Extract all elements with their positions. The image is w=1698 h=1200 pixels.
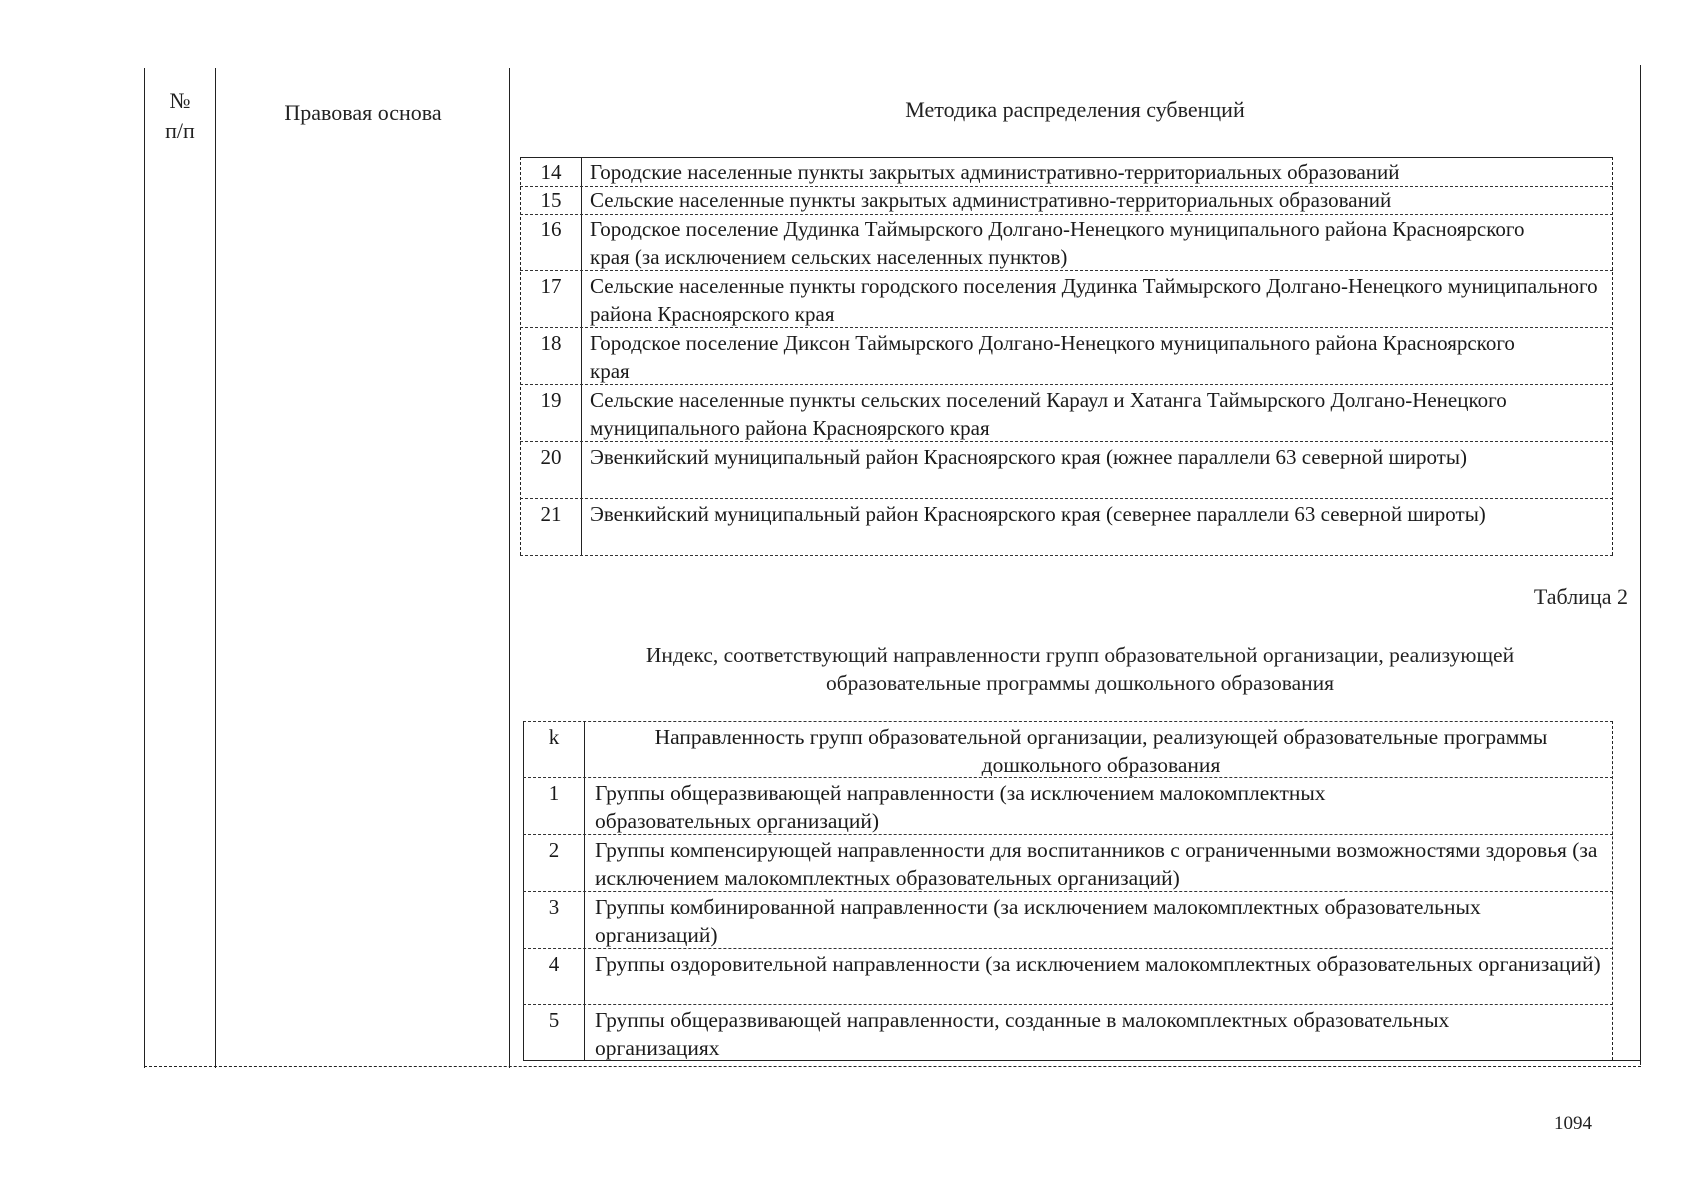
- table2-title: Индекс, соответствующий направленности групп образовательной организации, реализующей образовательные программы дошкольного образования: [645, 643, 1515, 695]
- table1-row-text: Сельские населенные пункты сельских поселений Караул и Хатанга Таймырского Долгано-Ненецкого муниципального района Красноярского края: [590, 388, 1507, 440]
- frame-col2-divider: [509, 68, 510, 1068]
- frame-bottom-border: [144, 1066, 1641, 1067]
- table2-row-text: Группы общеразвивающей направленности (за исключением малокомплектных образовательных организаций): [595, 781, 1326, 833]
- table1-row-num: 14: [540, 160, 562, 184]
- table2-row-num: 2: [548, 838, 560, 862]
- table2-header-k: k: [548, 725, 560, 749]
- table1-row-text: Сельские населенные пункты городского поселения Дудинка Таймырского Долгано-Ненецкого муниципального района Красноярского края: [590, 274, 1598, 326]
- header-methodology: Методика распределения субвенций: [905, 97, 1245, 122]
- table1-row-num: 15: [540, 188, 562, 212]
- table2-row-text: Группы комбинированной направленности (за исключением малокомплектных образовательных организаций): [595, 895, 1481, 947]
- table1-row-num: 21: [540, 502, 562, 526]
- table1-row-num: 18: [540, 331, 562, 355]
- table2-row-text: Группы компенсирующей направленности для воспитанников с ограниченными возможностями здоровья (за исключением малокомплектных образовательных организаций): [595, 838, 1598, 890]
- table1-row-num: 20: [540, 445, 562, 469]
- table1-right-border: [1612, 157, 1613, 555]
- table2-row-num: 1: [548, 781, 560, 805]
- header-legal-basis: Правовая основа: [284, 100, 442, 125]
- table2-row-divider: [523, 1004, 1613, 1005]
- table2-row-num: 5: [548, 1008, 560, 1032]
- frame-left-border: [144, 68, 145, 1068]
- table1-bottom-border: [520, 555, 1613, 556]
- table1-row-text: Городские населенные пункты закрытых административно-территориальных образований: [590, 160, 1400, 184]
- table2-row-num: 3: [548, 895, 560, 919]
- table2-top-border: [523, 721, 1613, 722]
- table1-row-text: Городское поселение Дудинка Таймырского Долгано-Ненецкого муниципального района Красноярского края (за исключением сельских населенных пунктов): [590, 217, 1525, 269]
- page-number: 1094: [1554, 1113, 1592, 1134]
- table1-left-border: [520, 157, 521, 555]
- table1-row-divider: [520, 498, 1613, 499]
- table2-label: Таблица 2: [1533, 584, 1628, 609]
- table1-row-num: 17: [540, 274, 562, 298]
- table1-row-num: 19: [540, 388, 562, 412]
- table1-row-text: Сельские населенные пункты закрытых административно-территориальных образований: [590, 188, 1392, 212]
- frame-col1-divider: [215, 68, 216, 1068]
- header-num-label: № п/п: [165, 88, 195, 143]
- table1-row-text: Городское поселение Диксон Таймырского Долгано-Ненецкого муниципального района Красноярского края: [590, 331, 1515, 383]
- table2-row-text: Группы общеразвивающей направленности, созданные в малокомплектных образовательных организациях: [595, 1008, 1450, 1060]
- table2-header-text: Направленность групп образовательной организации, реализующей образовательные программы дошкольного образования: [654, 725, 1548, 777]
- table1-row-text: Эвенкийский муниципальный район Красноярского края (южнее параллели 63 северной широты): [590, 445, 1467, 469]
- table2-row-num: 4: [548, 952, 560, 976]
- table2-row-text: Группы оздоровительной направленности (за исключением малокомплектных образовательных организаций): [595, 952, 1601, 976]
- frame-right-border: [1640, 65, 1641, 1065]
- table1-num-divider: [581, 157, 582, 555]
- table1-row-num: 16: [540, 217, 562, 241]
- table1-row-text: Эвенкийский муниципальный район Красноярского края (севернее параллели 63 северной широты): [590, 502, 1486, 526]
